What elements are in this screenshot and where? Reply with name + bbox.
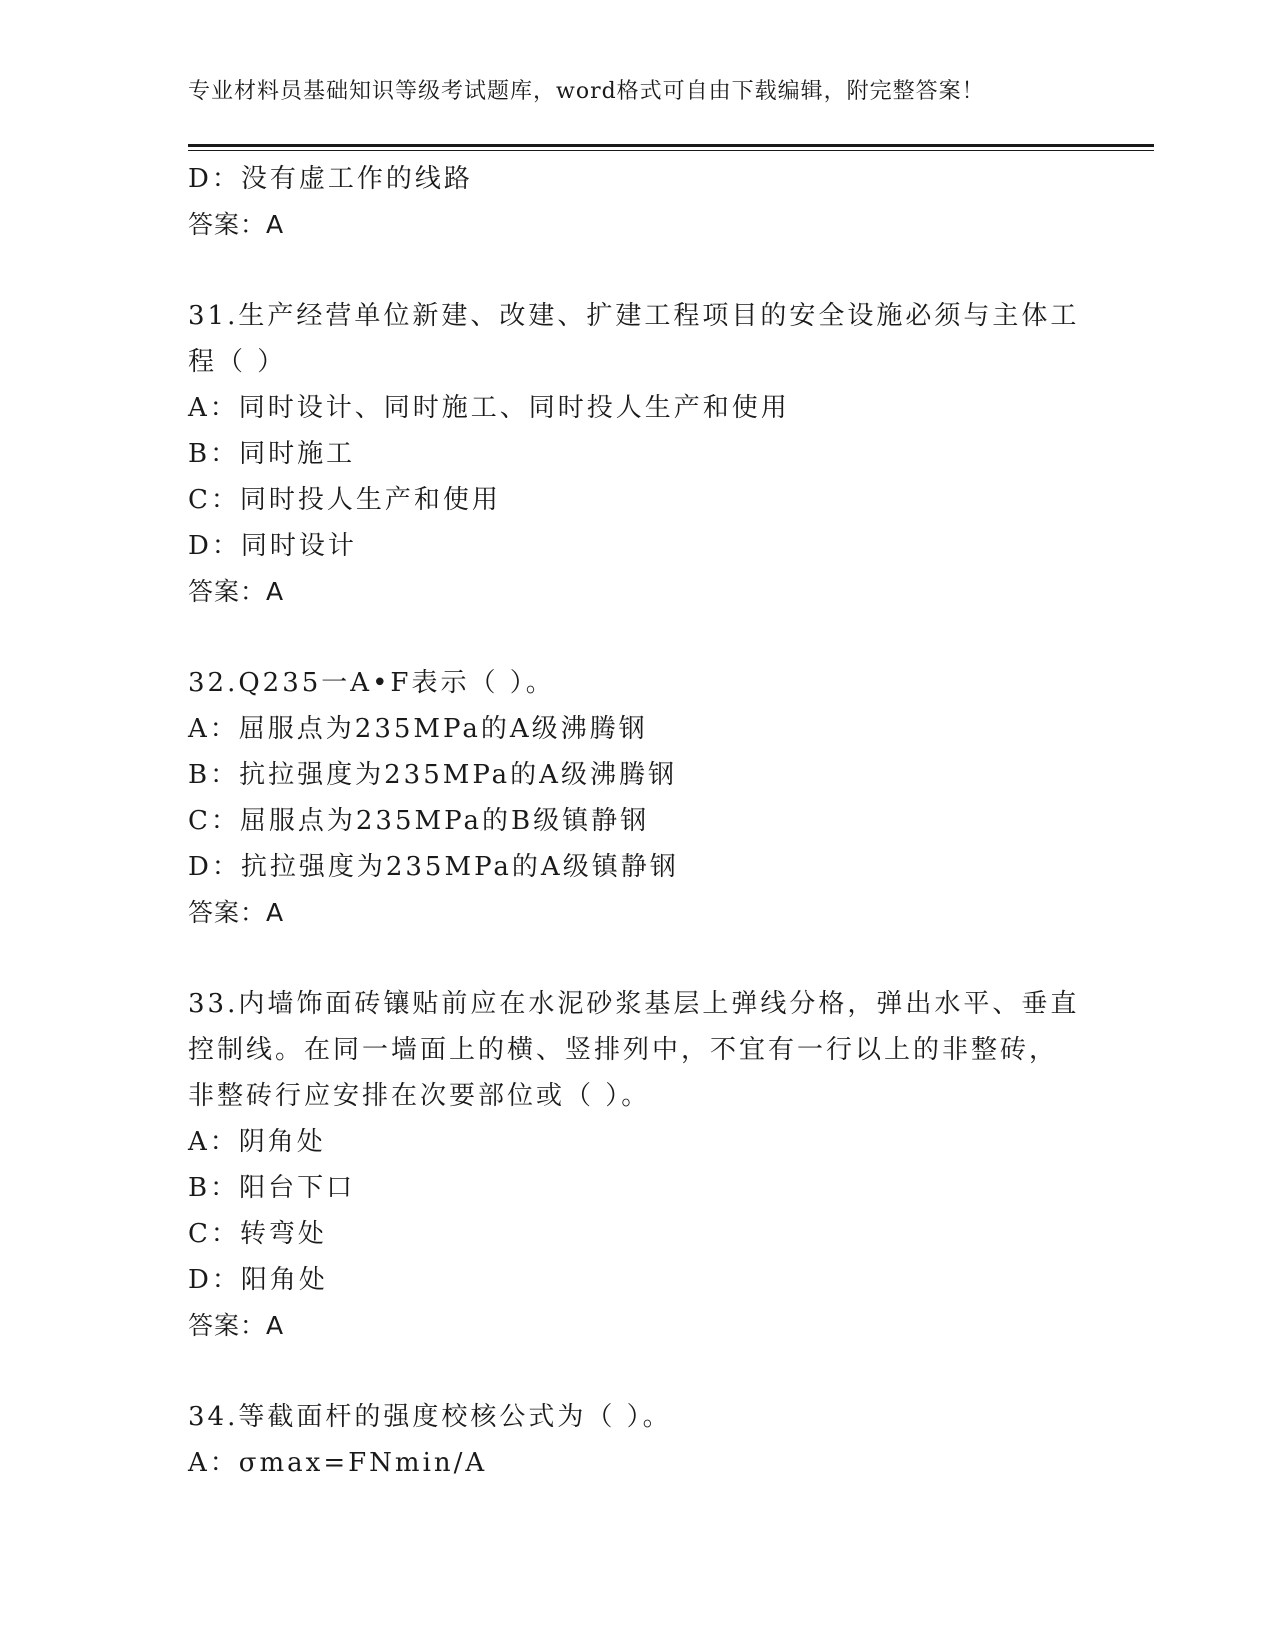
- option-a: A：阴角处: [188, 1127, 326, 1157]
- question-text-line: 33.内墙饰面砖镶贴前应在水泥砂浆基层上弹线分格，弹出水平、垂直: [188, 989, 1080, 1019]
- option-c: C：转弯处: [188, 1219, 327, 1249]
- header-rule-thin: [188, 150, 1154, 151]
- option-a: A：屈服点为235MPa的A级沸腾钢: [188, 714, 648, 744]
- question-text-line: 34.等截面杆的强度校核公式为（ ）。: [188, 1402, 672, 1432]
- question-text-line: 程（ ）: [188, 347, 287, 377]
- option-d: D：没有虚工作的线路: [188, 164, 473, 194]
- option-d: D：同时设计: [188, 531, 357, 561]
- question-32: [188, 660, 1088, 936]
- question-33: [188, 981, 1088, 1349]
- option-c: C：屈服点为235MPa的B级镇静钢: [188, 806, 650, 836]
- question-list: [188, 156, 1088, 1486]
- question-text-line: 控制线。在同一墙面上的横、竖排列中，不宜有一行以上的非整砖，: [188, 1035, 1059, 1065]
- header-rule-thick: [188, 144, 1154, 147]
- option-b: B：阳台下口: [188, 1173, 356, 1203]
- option-b: B：同时施工: [188, 439, 356, 469]
- option-b: B：抗拉强度为235MPa的A级沸腾钢: [188, 760, 677, 790]
- option-d: D：抗拉强度为235MPa的A级镇静钢: [188, 852, 679, 882]
- question-text-line: 31.生产经营单位新建、改建、扩建工程项目的安全设施必须与主体工: [188, 301, 1080, 331]
- option-d: D：阳角处: [188, 1265, 328, 1295]
- answer: 答案：A: [188, 898, 285, 927]
- option-a: A：σmax=FNmin/A: [188, 1448, 488, 1478]
- question-30-tail: [188, 156, 1088, 248]
- question-31: [188, 293, 1088, 615]
- answer: 答案：A: [188, 210, 285, 239]
- page-header: 专业材料员基础知识等级考试题库，word格式可自由下载编辑，附完整答案！: [188, 79, 985, 104]
- question-text-line: 非整砖行应安排在次要部位或（ ）。: [188, 1081, 651, 1111]
- question-text-line: 32.Q235一A•F表示（ ）。: [188, 668, 555, 698]
- answer: 答案：A: [188, 1311, 285, 1340]
- option-a: A：同时设计、同时施工、同时投人生产和使用: [188, 393, 790, 423]
- question-34: [188, 1394, 1088, 1486]
- answer: 答案：A: [188, 577, 285, 606]
- option-c: C：同时投人生产和使用: [188, 485, 501, 515]
